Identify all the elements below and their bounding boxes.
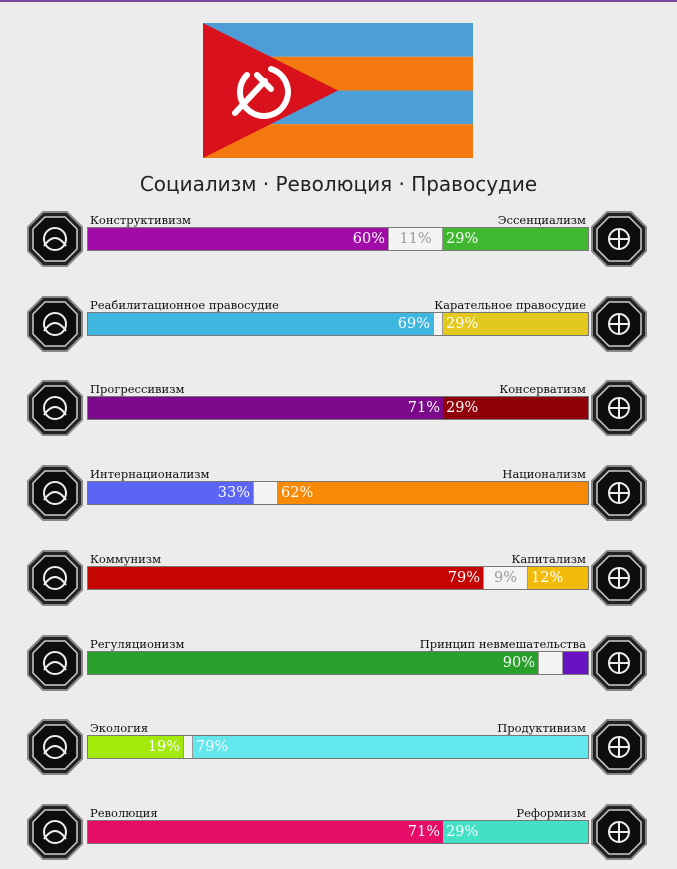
left-bar-segment (88, 652, 538, 674)
right-value-icon (590, 464, 648, 522)
left-value-label: Конструктивизм (90, 213, 191, 227)
neutral-bar-segment (538, 652, 563, 674)
right-value-label: Реформизм (516, 805, 586, 820)
axis-bar (87, 227, 589, 251)
axis-bar (87, 396, 589, 420)
right-value-label: Эссенциализм (497, 213, 586, 227)
right-value-label: Продуктивизм (497, 721, 586, 736)
neutral-bar-segment (388, 228, 443, 250)
right-percent: 29% (446, 823, 479, 840)
right-value-icon (590, 379, 648, 437)
left-value-icon (26, 295, 84, 353)
right-value-label: Принцип невмешательства (419, 636, 586, 651)
left-value-label: Прогрессивизм (90, 382, 185, 397)
axis-bar (87, 820, 589, 844)
left-percent: 90% (502, 654, 535, 671)
neutral-bar-segment (483, 567, 528, 589)
left-value-icon (26, 210, 84, 268)
left-bar-segment (88, 482, 253, 504)
left-value-icon (26, 634, 84, 692)
right-value-icon (590, 803, 648, 861)
axis-row (0, 718, 677, 784)
left-value-icon (26, 464, 84, 522)
left-bar-segment (88, 821, 443, 843)
left-bar-segment (88, 313, 433, 335)
left-value-label: Революция (90, 805, 158, 820)
left-bar-segment (88, 567, 483, 589)
right-percent: 79% (196, 739, 229, 756)
left-percent: 60% (352, 231, 385, 247)
left-value-label: Регуляционизм (90, 636, 185, 651)
right-value-icon (590, 210, 648, 268)
right-value-label: Национализм (502, 467, 586, 482)
left-value-label: Реабилитационное правосудие (90, 297, 279, 312)
right-value-icon (590, 295, 648, 353)
axis-bar (87, 566, 589, 590)
right-bar-segment (443, 397, 588, 419)
right-percent: 29% (446, 315, 479, 332)
axis-row (0, 803, 677, 869)
neutral-percent: 9% (493, 569, 517, 586)
right-value-icon (590, 718, 648, 776)
left-value-label: Экология (90, 721, 149, 736)
axis-row (0, 379, 677, 445)
left-value-icon (26, 803, 84, 861)
axis-row (0, 210, 677, 276)
left-bar-segment (88, 736, 183, 758)
right-bar-segment (443, 313, 588, 335)
right-percent: 62% (281, 485, 314, 502)
left-value-icon (26, 718, 84, 776)
right-value-label: Консерватизм (499, 382, 586, 397)
neutral-percent: 11% (399, 231, 432, 247)
axis-bar (87, 481, 589, 505)
flag (203, 23, 473, 158)
left-percent: 71% (407, 823, 440, 840)
left-percent: 33% (217, 485, 250, 502)
left-percent: 79% (447, 569, 480, 586)
neutral-bar-segment (433, 313, 443, 335)
right-value-icon (590, 549, 648, 607)
axis-row (0, 634, 677, 700)
axis-row (0, 464, 677, 530)
left-bar-segment (88, 228, 388, 250)
right-bar-segment (278, 482, 588, 504)
axis-row (0, 295, 677, 361)
left-value-icon (26, 379, 84, 437)
right-bar-segment (443, 228, 588, 250)
right-percent: 12% (531, 569, 564, 586)
axis-bar (87, 651, 589, 675)
left-value-label: Коммунизм (90, 551, 162, 566)
left-percent: 69% (397, 315, 430, 332)
right-bar-segment (528, 567, 588, 589)
axis-bar (87, 735, 589, 759)
neutral-bar-segment (253, 482, 278, 504)
right-bar-segment (563, 652, 588, 674)
top-border-line (0, 0, 677, 2)
left-bar-segment (88, 397, 443, 419)
left-percent: 71% (407, 400, 440, 417)
right-bar-segment (193, 736, 588, 758)
left-percent: 19% (147, 739, 180, 756)
right-percent: 29% (446, 400, 479, 417)
right-percent: 29% (446, 231, 479, 247)
right-bar-segment (443, 821, 588, 843)
right-value-label: Капитализм (511, 551, 586, 566)
left-value-icon (26, 549, 84, 607)
axis-row (0, 549, 677, 615)
left-value-label: Интернационализм (90, 467, 210, 482)
neutral-bar-segment (183, 736, 193, 758)
right-value-label: Карательное правосудие (434, 297, 586, 312)
ideology-title: Социализм · Революция · Правосудие (139, 172, 538, 196)
axis-bar (87, 312, 589, 336)
right-value-icon (590, 634, 648, 692)
